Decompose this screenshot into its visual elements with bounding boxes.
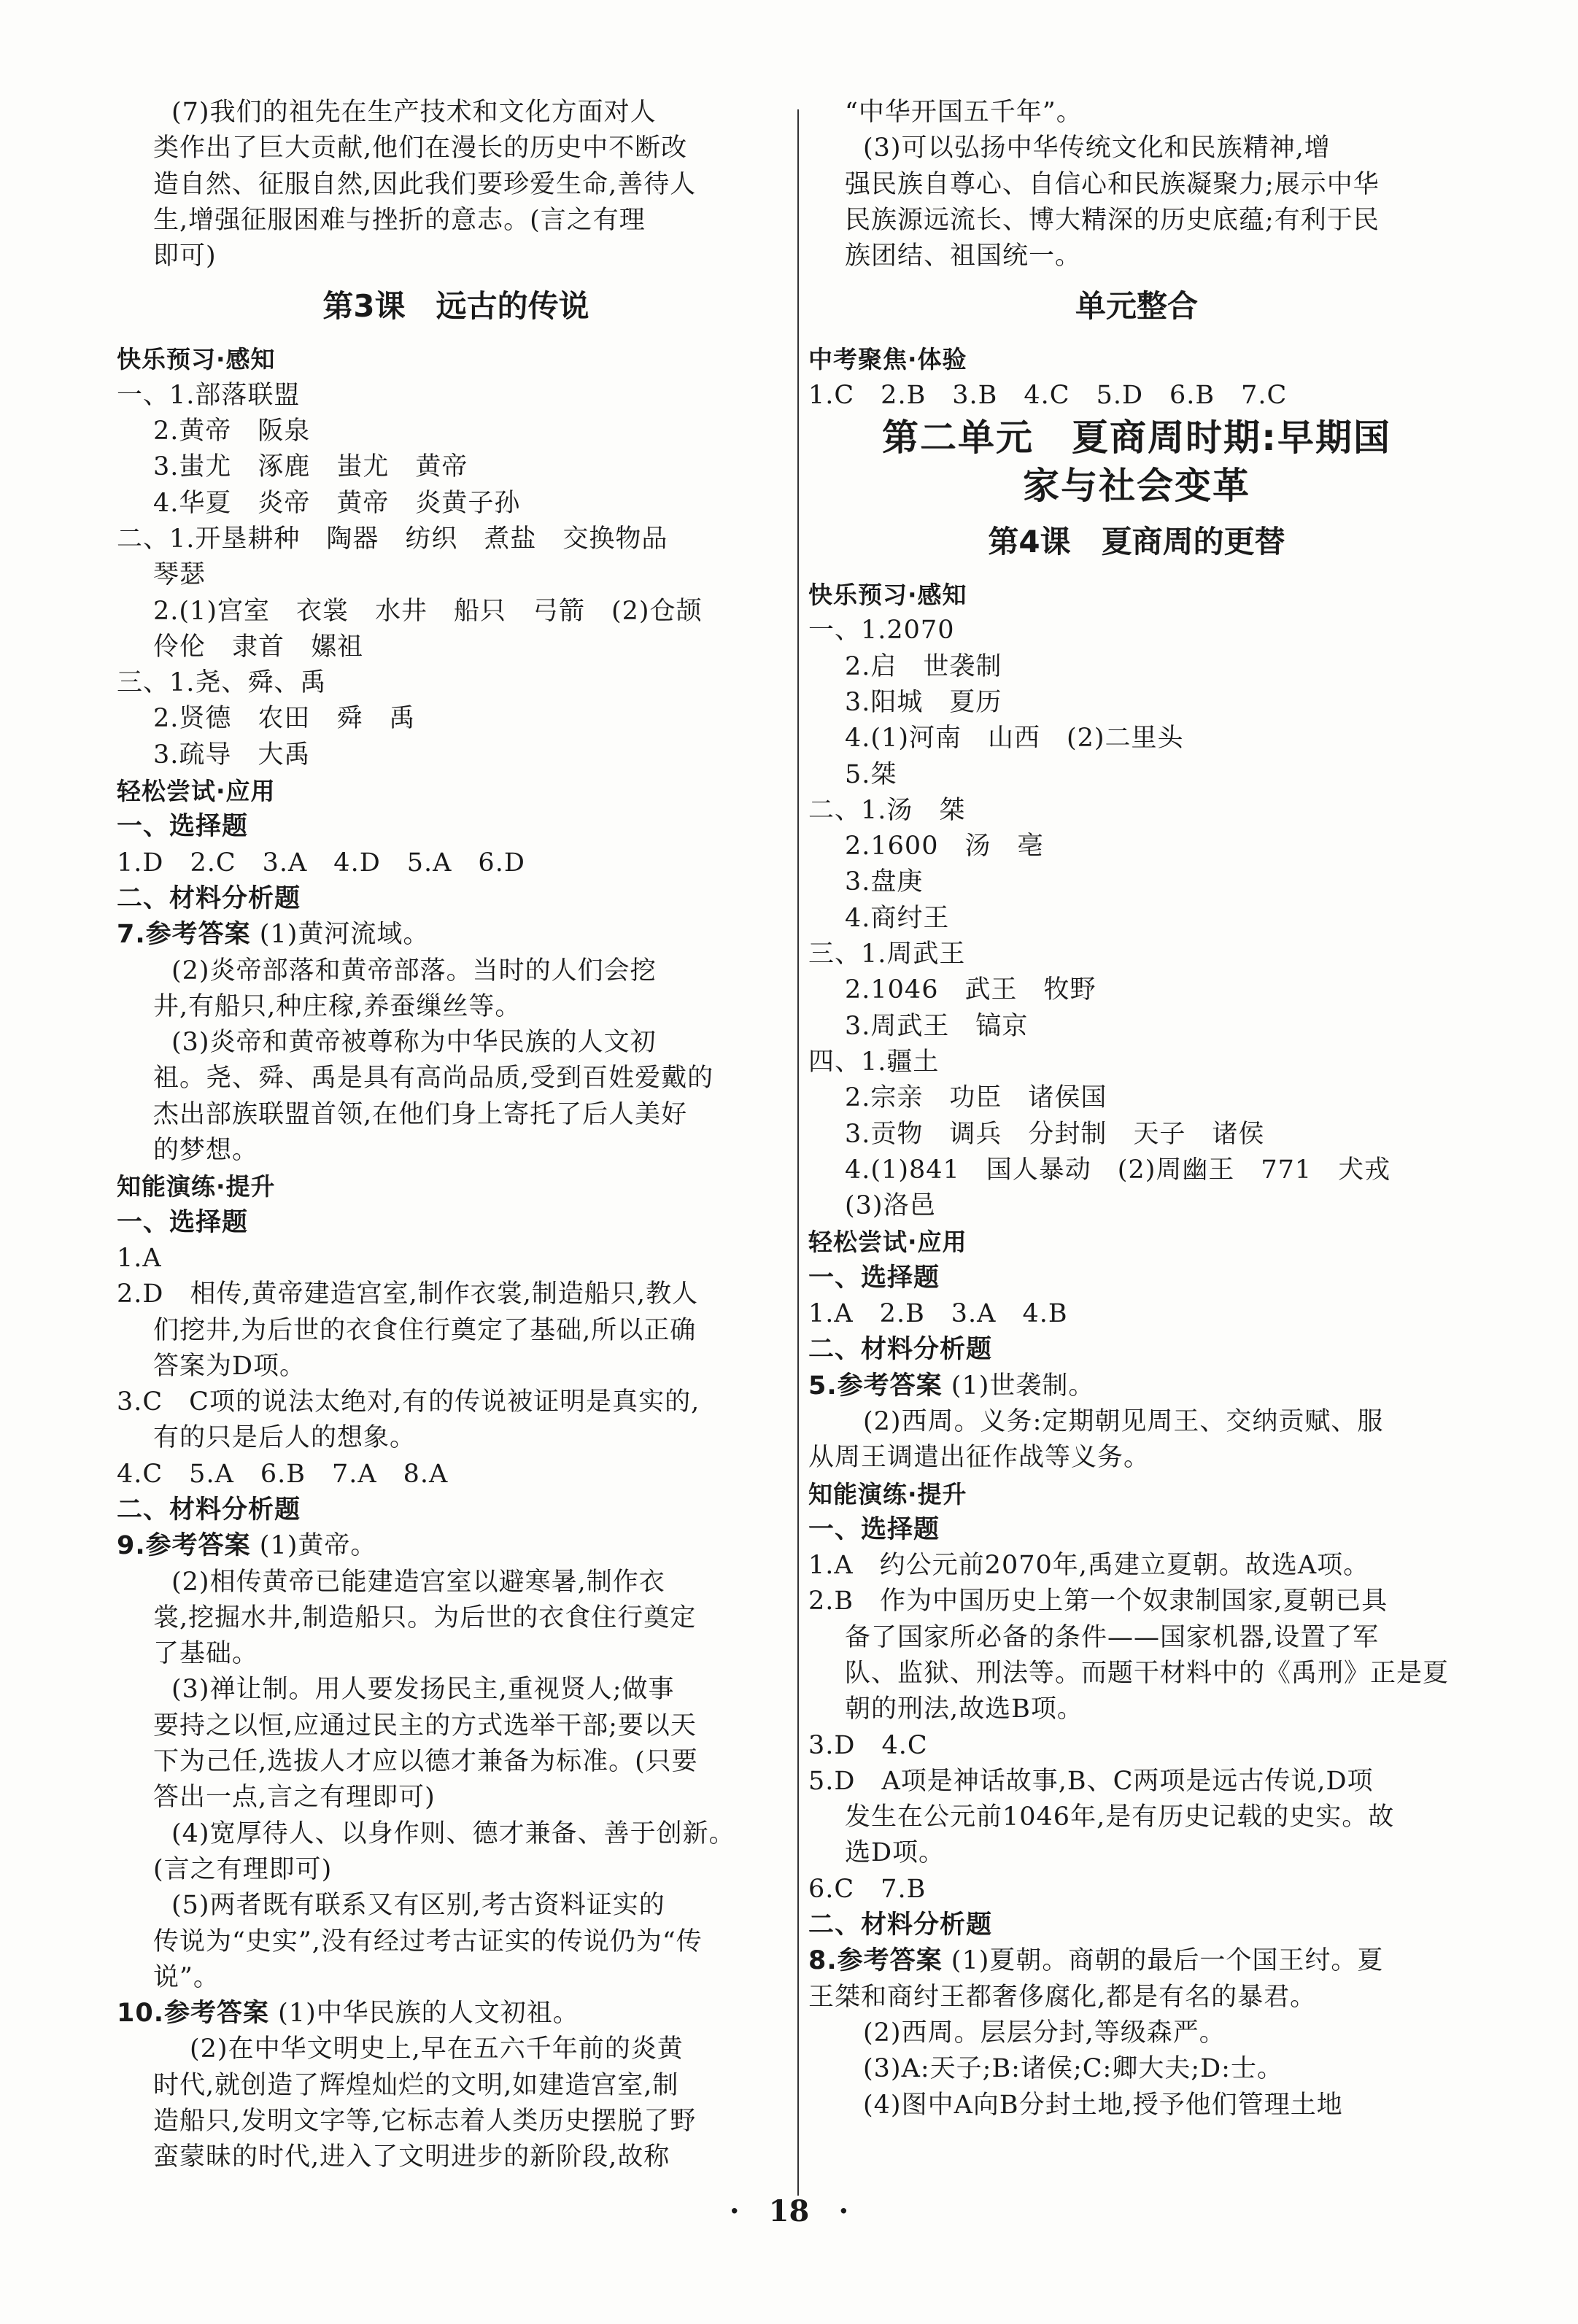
section-heading: 知能演练·提升 <box>808 1479 967 1508</box>
answer-line: 下为己任,选拔人才应以德才兼备为标准。(只要 <box>153 1747 698 1777</box>
answer-line: 4.(1)河南 山西 (2)二里头 <box>845 724 1184 754</box>
answer-line: 裳,挖掘水井,制造船只。为后世的衣食住行奠定 <box>153 1603 697 1632</box>
answer-line: (2)炎帝部落和黄帝部落。当时的人们会挖 <box>171 956 657 985</box>
section-heading: 知能演练·提升 <box>117 1172 276 1201</box>
text-line: 即可) <box>153 241 217 271</box>
answer-line: 四、1.疆土 <box>808 1047 940 1077</box>
answer-line: 备了国家所必备的条件——国家机器,设置了军 <box>845 1622 1380 1652</box>
subsection-heading: 一、选择题 <box>117 1207 249 1237</box>
answer-line: 一、1.2070 <box>808 616 955 646</box>
subsection-heading: 二、材料分析题 <box>808 1335 993 1365</box>
text-line: 强民族自尊心、自信心和民族凝聚力;展示中华 <box>845 169 1380 199</box>
answer-line: (5)两者既有联系又有区别,考古资料证实的 <box>171 1891 665 1921</box>
answer-line: 1.C 2.B 3.B 4.C 5.D 6.B 7.C <box>808 380 1288 410</box>
answer-line: (4)宽厚待人、以身作则、德才兼备、善于创新。 <box>171 1818 735 1848</box>
answer-line: 3.D 4.C <box>808 1730 928 1760</box>
subsection-heading: 二、材料分析题 <box>117 883 301 913</box>
answer-line: 1.A <box>117 1243 162 1273</box>
answer-line: (4)图中A向B分封土地,授予他们管理土地 <box>863 2090 1343 2120</box>
answer-line: 要持之以恒,应通过民主的方式选举干部;要以天 <box>153 1711 697 1740</box>
lesson-4-title: 第4课 夏商周的更替 <box>988 524 1285 560</box>
right-column <box>808 95 1465 2123</box>
answer-line: 时代,就创造了辉煌灿烂的文明,如建造宫室,制 <box>153 2070 679 2100</box>
answer-line: 4.商纣王 <box>845 903 950 933</box>
column-divider <box>797 109 799 2196</box>
text-line: “中华开国五千年”。 <box>845 98 1083 127</box>
answer-line: 的梦想。 <box>153 1136 259 1166</box>
answer-line: 2.1046 武王 牧野 <box>845 975 1097 1005</box>
answer-label: 8.参考答案 <box>808 1946 943 1976</box>
section-heading: 轻松尝试·应用 <box>117 777 276 806</box>
page-number: · 18 · <box>729 2194 849 2228</box>
answer-line: 传说为“史实”,没有经过考古证实的传说仍为“传 <box>153 1926 703 1956</box>
answer-line: 2.黄帝 阪泉 <box>153 417 311 446</box>
answer-line: 2.B 作为中国历史上第一个奴隶制国家,夏朝已具 <box>808 1587 1388 1616</box>
answer-line: (2)西周。层层分封,等级森严。 <box>863 2018 1226 2048</box>
text-line: 造自然、征服自然,因此我们要珍爱生命,善待人 <box>153 169 697 199</box>
answer-line: 3.蚩尤 涿鹿 蚩尤 黄帝 <box>153 452 468 482</box>
answer-line: 1.A 2.B 3.A 4.B <box>808 1299 1068 1329</box>
text-line: 生,增强征服困难与挫折的意志。(言之有理 <box>153 205 646 235</box>
answer-line: 三、1.周武王 <box>808 940 966 969</box>
answer-label: 10.参考答案 <box>117 1999 270 2029</box>
answer-label: 9.参考答案 <box>117 1531 251 1561</box>
section-heading: 快乐预习·感知 <box>808 581 967 610</box>
text-line: 族团结、祖国统一。 <box>845 241 1082 271</box>
answer-line: 选D项。 <box>845 1838 945 1868</box>
answer-line: 2.宗亲 功臣 诸侯国 <box>845 1083 1107 1113</box>
answer-line: 5.D A项是神话故事,B、C两项是远古传说,D项 <box>808 1766 1374 1796</box>
answer-line: 一、1.部落联盟 <box>117 380 301 410</box>
answer-line: 二、1.汤 桀 <box>808 795 966 825</box>
answer-line: (1)夏朝。商朝的最后一个国王纣。夏 <box>951 1946 1384 1976</box>
subsection-heading: 一、选择题 <box>808 1263 940 1293</box>
answer-line: 2.贤德 农田 舜 禹 <box>153 704 416 734</box>
answer-line: (3)炎帝和黄帝被尊称为中华民族的人文初 <box>171 1028 657 1058</box>
answer-line: 们挖井,为后世的衣食住行奠定了基础,所以正确 <box>153 1315 697 1345</box>
subsection-heading: 一、选择题 <box>808 1514 940 1544</box>
answer-line: 井,有船只,种庄稼,养蚕缫丝等。 <box>153 991 522 1021</box>
answer-line: (2)在中华文明史上,早在五六千年前的炎黄 <box>190 2034 684 2064</box>
unit-summary-title: 单元整合 <box>1075 288 1198 325</box>
answer-line: 杰出部族联盟首领,在他们身上寄托了后人美好 <box>153 1099 688 1129</box>
answer-line: 3.C C项的说法太绝对,有的传说被证明是真实的, <box>117 1387 700 1417</box>
lesson-3-title: 第3课 远古的传说 <box>322 288 589 325</box>
answer-line: 答出一点,言之有理即可) <box>153 1783 436 1813</box>
answer-line: 3.阳城 夏历 <box>845 687 1002 717</box>
answer-line: 3.盘庚 <box>845 867 924 897</box>
answer-line: 伶伦 隶首 嫘祖 <box>153 632 364 662</box>
section-heading: 轻松尝试·应用 <box>808 1228 967 1257</box>
answer-line: (1)黄河流域。 <box>259 920 430 950</box>
subsection-heading: 二、材料分析题 <box>117 1495 301 1525</box>
left-column <box>117 95 795 2176</box>
answer-line: 2.启 世袭制 <box>845 651 1002 681</box>
answer-line: (3)禅让制。用人要发扬民主,重视贤人;做事 <box>171 1675 675 1705</box>
answer-line: 6.C 7.B <box>808 1874 927 1904</box>
answer-line: 4.(1)841 国人暴动 (2)周幽王 771 犬戎 <box>845 1155 1391 1185</box>
answer-line: (言之有理即可) <box>153 1854 333 1884</box>
answer-line: 了基础。 <box>153 1639 259 1669</box>
answer-line: 发生在公元前1046年,是有历史记载的史实。故 <box>845 1802 1395 1832</box>
answer-line: (1)世袭制。 <box>951 1371 1095 1401</box>
answer-line: 2.(1)宫室 衣裳 水井 船只 弓箭 (2)仓颉 <box>153 596 703 626</box>
answer-line: 队、监狱、刑法等。而题干材料中的《禹刑》正是夏 <box>845 1658 1450 1688</box>
answer-line: (3)A:天子;B:诸侯;C:卿大夫;D:士。 <box>863 2054 1283 2084</box>
answer-line: 4.华夏 炎帝 黄帝 炎黄子孙 <box>153 488 521 518</box>
answer-line: 说”。 <box>153 1962 220 1992</box>
answer-line: 蛮蒙昧的时代,进入了文明进步的新阶段,故称 <box>153 2142 670 2172</box>
answer-line: 2.1600 汤 亳 <box>845 832 1044 861</box>
answer-line: (1)黄帝。 <box>259 1531 377 1561</box>
text-line: (3)可以弘扬中华传统文化和民族精神,增 <box>863 133 1331 163</box>
answer-line: 三、1.尧、舜、禹 <box>117 668 327 698</box>
answer-line: 造船只,发明文字等,它标志着人类历史摆脱了野 <box>153 2107 697 2137</box>
answer-line: 5.桀 <box>845 759 897 789</box>
answer-line: 3.周武王 镐京 <box>845 1011 1029 1041</box>
answer-label: 7.参考答案 <box>117 920 251 950</box>
answer-line: 有的只是后人的想象。 <box>153 1423 417 1453</box>
answer-line: (2)相传黄帝已能建造宫室以避寒暑,制作衣 <box>171 1567 665 1597</box>
answer-line: 答案为D项。 <box>153 1351 306 1381</box>
answer-line: 4.C 5.A 6.B 7.A 8.A <box>117 1459 449 1489</box>
answer-line: 祖。尧、舜、禹是具有高尚品质,受到百姓爱戴的 <box>153 1064 714 1093</box>
answer-line: (1)中华民族的人文初祖。 <box>278 1999 579 2029</box>
text-line: 类作出了巨大贡献,他们在漫长的历史中不断改 <box>153 133 688 163</box>
answer-line: 王桀和商纣王都奢侈腐化,都是有名的暴君。 <box>808 1982 1317 2012</box>
answer-line: (3)洛邑 <box>845 1191 936 1221</box>
unit-2-title: 第二单元 夏商周时期:早期国 <box>882 417 1391 460</box>
subsection-heading: 二、材料分析题 <box>808 1910 993 1940</box>
answer-line: 从周王调遣出征作战等义务。 <box>808 1443 1150 1473</box>
answer-line: 琴瑟 <box>153 560 206 590</box>
text-line: (7)我们的祖先在生产技术和文化方面对人 <box>171 98 657 127</box>
answer-line: 1.A 约公元前2070年,禹建立夏朝。故选A项。 <box>808 1551 1370 1581</box>
answer-line: 3.贡物 调兵 分封制 天子 诸侯 <box>845 1119 1265 1149</box>
subsection-heading: 一、选择题 <box>117 812 249 842</box>
answer-label: 5.参考答案 <box>808 1371 943 1401</box>
answer-line: 2.D 相传,黄帝建造宫室,制作衣裳,制造船只,教人 <box>117 1279 698 1309</box>
answer-line: 朝的刑法,故选B项。 <box>845 1694 1083 1724</box>
text-line: 民族源远流长、博大精深的历史底蕴;有利于民 <box>845 205 1380 235</box>
section-heading: 快乐预习·感知 <box>117 345 276 374</box>
answer-line: 1.D 2.C 3.A 4.D 5.A 6.D <box>117 848 525 878</box>
unit-2-title-cont: 家与社会变革 <box>1023 465 1250 508</box>
answer-line: (2)西周。义务:定期朝见周王、交纳贡赋、服 <box>863 1406 1384 1436</box>
section-heading: 中考聚焦·体验 <box>808 345 967 374</box>
answer-line: 3.疏导 大禹 <box>153 740 311 770</box>
answer-line: 二、1.开垦耕种 陶器 纺织 煮盐 交换物品 <box>117 524 668 554</box>
